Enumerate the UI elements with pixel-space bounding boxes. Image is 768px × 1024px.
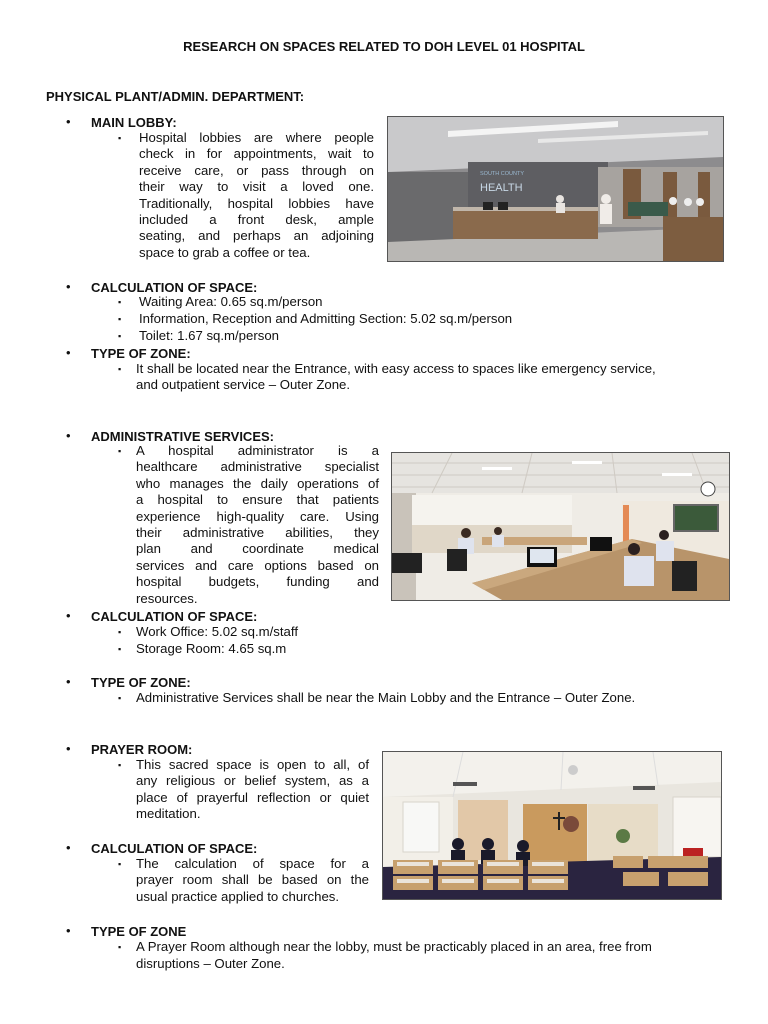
square-bullet: ▪ — [118, 627, 122, 637]
text-line: usual practice applied to churches. — [136, 888, 340, 904]
admin-calc-heading: CALCULATION OF SPACE: — [91, 609, 258, 624]
square-bullet: ▪ — [118, 364, 122, 374]
prayer-room-photo — [382, 751, 722, 900]
bullet: • — [66, 608, 71, 623]
main-lobby-heading: MAIN LOBBY: — [91, 115, 177, 130]
text-line: their way to visit a loved one. — [139, 179, 374, 195]
lobby-zone-text: It shall be located near the Entrance, with easy access to spaces like emergency service, — [136, 361, 656, 376]
text-line: seating, and perhaps an adjoining — [139, 228, 374, 244]
admin-zone-text: Administrative Services shall be near the Main Lobby and the Entrance – Outer Zone. — [136, 690, 636, 705]
square-bullet: ▪ — [118, 314, 122, 324]
text-line: This sacred space is open to all, of — [136, 757, 369, 772]
main-lobby-description — [139, 130, 374, 261]
prayer-calc-text — [136, 856, 369, 905]
bullet: • — [66, 741, 71, 756]
square-bullet: ▪ — [118, 942, 122, 952]
admin-zone-heading: TYPE OF ZONE: — [91, 675, 191, 690]
text-line: hospital budgets, funding and — [136, 574, 379, 590]
prayer-zone-text: disruptions – Outer Zone. — [136, 956, 285, 971]
admin-office-photo — [391, 452, 730, 601]
square-bullet: ▪ — [118, 133, 122, 143]
text-line: check in for appointments, wait to — [139, 146, 374, 162]
prayer-zone-heading: TYPE OF ZONE — [91, 924, 187, 939]
square-bullet: ▪ — [118, 297, 122, 307]
lobby-illustration — [388, 117, 723, 261]
prayer-heading: PRAYER ROOM: — [91, 742, 193, 757]
square-bullet: ▪ — [118, 331, 122, 341]
bullet: • — [66, 840, 71, 855]
square-bullet: ▪ — [118, 446, 122, 456]
text-line: plan and coordinate medical — [136, 541, 379, 557]
bullet: • — [66, 674, 71, 689]
text-line: their administrative abilities, they — [136, 525, 379, 541]
text-line: place of prayerful reflection or quiet — [136, 789, 369, 805]
prayer-zone-text: A Prayer Room although near the lobby, must be practicably placed in an area, free from — [136, 939, 652, 954]
text-line: who manages the daily operations of — [136, 475, 379, 491]
text-line: meditation. — [136, 806, 201, 822]
text-line: Traditionally, hospital lobbies have — [139, 195, 374, 211]
prayer-room-illustration — [383, 752, 721, 899]
bullet: • — [66, 428, 71, 443]
prayer-description — [136, 757, 369, 823]
admin-calc-item: Work Office: 5.02 sq.m/staff — [136, 624, 298, 639]
svg-text:SOUTH COUNTY: SOUTH COUNTY — [480, 171, 524, 177]
bullet: • — [66, 345, 71, 360]
text-line: A hospital administrator is a — [136, 443, 379, 458]
lobby-calc-item: Toilet: 1.67 sq.m/person — [139, 328, 280, 343]
lobby-calc-item: Information, Reception and Admitting Section: 5.02 sq.m/person — [139, 311, 513, 326]
text-line: resources. — [136, 590, 198, 606]
text-line: a hospital to ensure that patients — [136, 492, 379, 508]
bullet: • — [66, 279, 71, 294]
text-line: receive care, or pass through on — [139, 162, 374, 178]
department-heading: PHYSICAL PLANT/ADMIN. DEPARTMENT: — [46, 89, 305, 104]
text-line: The calculation of space for a — [136, 856, 369, 871]
square-bullet: ▪ — [118, 644, 122, 654]
admin-calc-item: Storage Room: 4.65 sq.m — [136, 641, 287, 656]
text-line: healthcare administrative specialist — [136, 459, 379, 475]
text-line: prayer room shall be based on the — [136, 872, 369, 888]
lobby-sign-text: HEALTH — [480, 182, 523, 194]
text-line: experience high-quality care. Using — [136, 508, 379, 524]
text-line: included a front desk, ample — [139, 212, 374, 228]
lobby-zone-heading: TYPE OF ZONE: — [91, 346, 191, 361]
bullet: • — [66, 923, 71, 938]
bullet: • — [66, 114, 71, 129]
text-line: Hospital lobbies are where people — [139, 130, 374, 145]
text-line: any religious or belief system, as a — [136, 773, 369, 789]
square-bullet: ▪ — [118, 693, 122, 703]
document-title: RESEARCH ON SPACES RELATED TO DOH LEVEL 01 HOSPITAL — [183, 39, 585, 54]
lobby-calc-item: Waiting Area: 0.65 sq.m/person — [139, 294, 323, 309]
lobby-zone-text: and outpatient service – Outer Zone. — [136, 377, 351, 392]
square-bullet: ▪ — [118, 760, 122, 770]
square-bullet: ▪ — [118, 859, 122, 869]
prayer-calc-heading: CALCULATION OF SPACE: — [91, 841, 258, 856]
admin-description — [136, 443, 379, 607]
office-illustration — [392, 453, 729, 600]
main-lobby-photo — [387, 116, 724, 262]
admin-heading: ADMINISTRATIVE SERVICES: — [91, 429, 274, 444]
text-line: space to grab a coffee or tea. — [139, 244, 311, 260]
lobby-calc-heading: CALCULATION OF SPACE: — [91, 280, 258, 295]
text-line: services and care options based on — [136, 557, 379, 573]
